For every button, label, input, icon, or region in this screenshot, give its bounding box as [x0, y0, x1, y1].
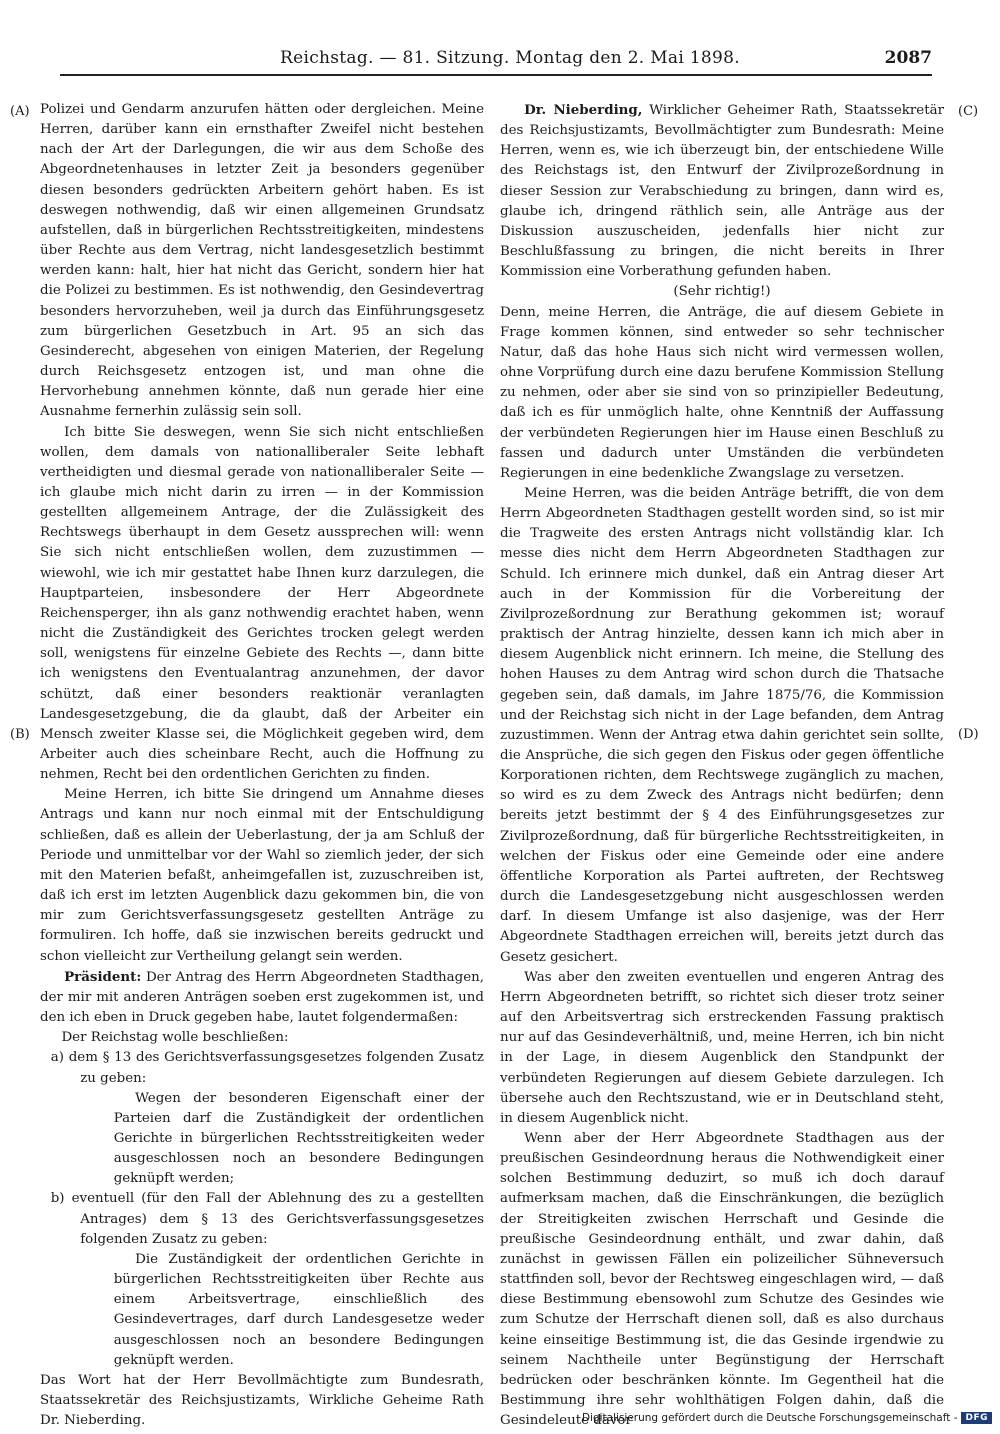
left-column-paragraph [40, 423, 484, 786]
running-title: Reichstag. — 81. Sitzung. Montag den 2. Mai 1898. [280, 48, 740, 68]
right-column [500, 100, 944, 1431]
paragraph-text: Das Wort hat der Herr Bevollmächtigte zum Bundesrath, Staatssekretär des Reichsjustizamts, Wirkliche Geheime Rath Dr. Nieberding. [40, 1372, 484, 1429]
paragraph-text: Polizei und Gendarm anzurufen hätten oder dergleichen. Meine Herren, darüber kann ein ernsthafter Zweifel nicht bestehen nach der Art der Darlegungen, die wir aus dem Schoße des Abgeordnetenhauses in letzter Zeit ja besonders gegenüber diesen besonders gedrückten Arbeitern gehört haben. Es ist deswegen nothwendig, daß wir einen allgemeinen Grundsatz aufstellen, daß in bürgerlichen Rechtsstreitigkeiten, mindestens über Rechte aus dem Vertrag, nicht landesgesetzlich bestimmt werden kann: halt, hier hat nicht das Gericht, sondern hier hat die Polizei zu bestimmen. Es ist nothwendig, den Gesindevertrag besonders hervorzuheben, weil ja durch das Einführungsgesetz zum bürgerlichen Gesetzbuch in Art. 95 an sich das Gesinderecht, abgesehen von einigen Materien, der Regelung durch Reichsgesetz entzogen ist, und man ohne die Hervorhebung annehmen könnte, daß nun gerade hier eine Ausnahme fernerhin zulässig sein soll. [40, 102, 484, 420]
margin-mark-a: (A) [10, 104, 30, 119]
paragraph-text: Ich bitte Sie deswegen, wenn Sie sich nicht entschließen wollen, dem damals von nationalliberaler Seite lebhaft vertheidigten und diesmal gerade von nationalliberaler Seite — ich glaube mich nicht darin zu irren — in der Kommission gestellten allgemeinem Antrage, der die Zulässigkeit des Rechtswegs überhaupt in dem Gesetz aussprechen will: wenn Sie sich nicht entschließen wollen, dem zuzustimmen — wiewohl, wie ich mir gestattet habe Ihnen kurz darzulegen, die Hauptparteien, insbesondere der Herr Abgeordnete Reichensperger, ihn als ganz nothwendig erachtet haben, wenn nicht die Zuständigkeit des Gerichtes trocken gelegt werden soll, wenigstens für einzelne Gebiete des Rechts —, dann bitte ich wenigstens den Eventualantrag anzunehmen, der davor schützt, daß einer besonders reaktionär veranlagten Landesgesetzgebung, die da glaubt, daß der Arbeiter ein Mensch zweiter Klasse sei, die Möglichkeit gegeben wird, dem Arbeiter auch dies scheinbare Recht, auch die Hoffnung zu nehmen, Recht bei den ordentlichen Gerichten zu finden. [40, 424, 484, 783]
paragraph-text: Was aber den zweiten eventuellen und engeren Antrag des Herrn Abgeordneten betrifft, so richtet sich dieser trotz seiner auf den Arbeitsvertrag sich erstreckenden Fassung praktisch nur auf das Gesindeverhältniß, und, meine Herren, ich bin nicht in der Lage, in diesem Augenblick den Standpunkt der verbündeten Regierungen auf diesem Gebiete darzulegen. Ich übersehe auch den Rechtszustand, wie er in Deutschland steht, in diesem Augenblick nicht. [500, 969, 944, 1126]
left-column-paragraph [40, 1028, 484, 1048]
paragraph-text: Wenn aber der Herr Abgeordnete Stadthagen aus der preußischen Gesindeordnung heraus die Nothwendigkeit einer solchen Bestimmung deduzirt, so muß ich doch darauf aufmerksam machen, daß die Einschränkungen, die bezüglich der Streitigkeiten zwischen Herrschaft und Gesinde die preußische Gesindeordnung enthält, und zwar dahin, daß zunächst in gewissen Fällen ein polizeilicher Sühneversuch stattfinden soll, bevor der Rechtsweg eingeschlagen wird, — daß diese Bestimmung ebensowohl zum Schutze des Gesindes wie zum Schutze der Herrschaft dienen soll, daß es also durchaus keine einseitige Bestimmung ist, die das Gesinde irgendwie zu seinem Nachtheile unter Begünstigung der Herrschaft bedrücken oder beschränken könnte. Im Gegentheil hat die Bestimmung ihre sehr wohlthätigen Folgen dahin, daß die Gesindeleute davor [500, 1130, 944, 1429]
paragraph-text: Denn, meine Herren, die Anträge, die auf diesem Gebiete in Frage kommen können, sind entweder so sehr technischer Natur, daß das hohe Haus sich nicht wird vermessen wollen, ohne Vorprüfung durch eine dazu berufene Kommission Stellung zu nehmen, oder aber sie sind von so prinzipieller Bedeutung, daß ich es für unmöglich halte, ohne Kenntniß der Auffassung der verbündeten Regierungen hier im Hause einen Beschluß zu fassen und dadurch unter Umständen die verbündeten Regierungen in eine bedenkliche Zwangslage zu versetzen. [500, 304, 944, 481]
left-column [40, 100, 484, 1431]
paragraph-text: (Sehr richtig!) [673, 284, 771, 300]
right-column-paragraph [500, 100, 944, 282]
paragraph-text: Meine Herren, ich bitte Sie dringend um Annahme dieses Antrags und kann nur noch einmal mit der Entschuldigung schließen, daß es allein der Ueberlastung, der ja am Schluß der Periode und unmittelbar vor der Wahl so ziemlich jeder, der sich mit den Materien befaßt, anheimgefallen ist, zuzuschreiben ist, daß ich erst im letzten Augenblick dazu gekommen bin, die von mir zum Gerichtsverfassungsgesetz gestellten Anträge zu formuliren. Ich hoffe, daß sie inzwischen bereits gedruckt und schon vielleicht zur Vertheilung gelangt sein werden. [40, 787, 484, 964]
right-column-paragraph [500, 484, 944, 968]
paragraph-text: a) dem § 13 des Gerichtsverfassungsgesetzes folgenden Zusatz zu geben: [50, 1050, 484, 1086]
left-column-paragraph [40, 1048, 484, 1088]
margin-mark-b: (B) [10, 727, 30, 742]
paragraph-text: Meine Herren, was die beiden Anträge betrifft, die von dem Herrn Abgeordneten Stadthagen gestellt worden sind, so ist mir die Tragweite des ersten Antrags nicht vollständig klar. Ich messe dies nicht dem Herrn Abgeordneten Stadthagen zur Schuld. Ich erinnere mich dunkel, daß ein Antrag dieser Art auch in der Kommission für die Vorbereitung der Zivilprozeßordnung zur Berathung gekommen ist; worauf praktisch der Antrag hinzielte, dessen kann ich mich aber in diesem Augenblick nicht erinnern. Ich meine, die Stellung des hohen Hauses zu dem Antrag wird schon durch die Thatsache gegeben sein, daß damals, im Jahre 1875/76, die Kommission und der Reichstag sich nicht in der Lage befanden, dem Antrag zuzustimmen. Wenn der Antrag etwa dahin gerichtet sein sollte, die Ansprüche, die sich gegen den Fiskus oder gegen öffentliche Korporationen richten, dem Rechtswege zugänglich zu machen, so wird es zu dem Zweck des Antrags nicht bedürfen; denn bereits jetzt bestimmt der § 4 des Einführungsgesetzes zur Zivilprozeßordnung, daß für bürgerliche Rechtsstreitigkeiten, in welchen der Fiskus oder eine Gemeinde oder eine andere öffentliche Korporation als Partei auftreten, der Rechtsweg durch die Landesgesetzgebung nicht ausgeschlossen werden darf. In diesem Umfange ist also dasjenige, was der Herr Abgeordnete Stadthagen erreichen will, bereits jetzt durch das Gesetz gesichert. [500, 485, 944, 965]
dfg-logo: DFG [961, 1412, 992, 1424]
margin-mark-d: (D) [958, 727, 979, 742]
paragraph-text: Der Reichstag wolle beschließen: [61, 1030, 289, 1046]
left-column-paragraph [40, 1250, 484, 1371]
paragraph-text: Wirklicher Geheimer Rath, Staatssekretär des Reichsjustizamts, Bevollmächtigter zum Bundesrath: Meine Herren, wenn es, wie ich überzeugt bin, der entschiedene Wille des Reichstags ist, den Entwurf der Zivilprozeßordnung in dieser Session zur Verabschiedung zu bringen, dann wird es, glaube ich, dringend räthlich sein, alle Anträge aus der Diskussion auszuscheiden, jedenfalls hier nicht zur Beschlußfassung zu bringen, die nicht bereits in Ihrer Kommission eine Vorberathung gefunden haben. [500, 103, 944, 280]
left-column-paragraph [40, 1189, 484, 1249]
footer-text: Digitalisierung gefördert durch die Deutsche Forschungsgemeinschaft - [581, 1412, 958, 1424]
left-column-paragraph [40, 1089, 484, 1190]
right-column-paragraph [500, 968, 944, 1129]
page-number: 2087 [884, 48, 932, 68]
paragraph-text: Der Antrag des Herrn Abgeordneten Stadthagen, der mir mit anderen Anträgen soeben erst zugekommen ist, und den ich eben in Druck gegeben habe, lautet folgendermaßen: [40, 969, 484, 1026]
footer-credit [582, 1412, 992, 1424]
speaker-name: Präsident: [64, 968, 142, 985]
running-header [60, 44, 932, 76]
right-column-paragraph [500, 303, 944, 484]
left-column-paragraph [40, 967, 484, 1028]
speaker-name: Dr. Nieberding, [524, 102, 643, 118]
paragraph-text: Wegen der besonderen Eigenschaft einer der Parteien darf die Zuständigkeit der ordentlichen Gerichte in bürgerlichen Rechtsstreitigkeiten weder ausgeschlossen noch an besondere Bedingungen geknüpft werden; [113, 1090, 484, 1187]
left-column-paragraph [40, 100, 484, 423]
right-column-paragraph [500, 1129, 944, 1431]
paragraph-text: Die Zuständigkeit der ordentlichen Gerichte in bürgerlichen Rechtsstreitigkeiten über Rechte aus einem Arbeitsvertrage, einschließlich des Gesindevertrages, darf durch Landesgesetze weder ausgeschlossen noch an besondere Bedingungen geknüpft werden. [113, 1251, 484, 1368]
paragraph-text: b) eventuell (für den Fall der Ablehnung des zu a gestellten Antrages) dem § 13 des Gerichtsverfassungsgesetzes folgenden Zusatz zu geben: [50, 1191, 484, 1247]
left-column-paragraph [40, 785, 484, 966]
margin-mark-c: (C) [958, 104, 979, 119]
left-column-paragraph [40, 1371, 484, 1431]
right-column-paragraph [500, 282, 944, 302]
